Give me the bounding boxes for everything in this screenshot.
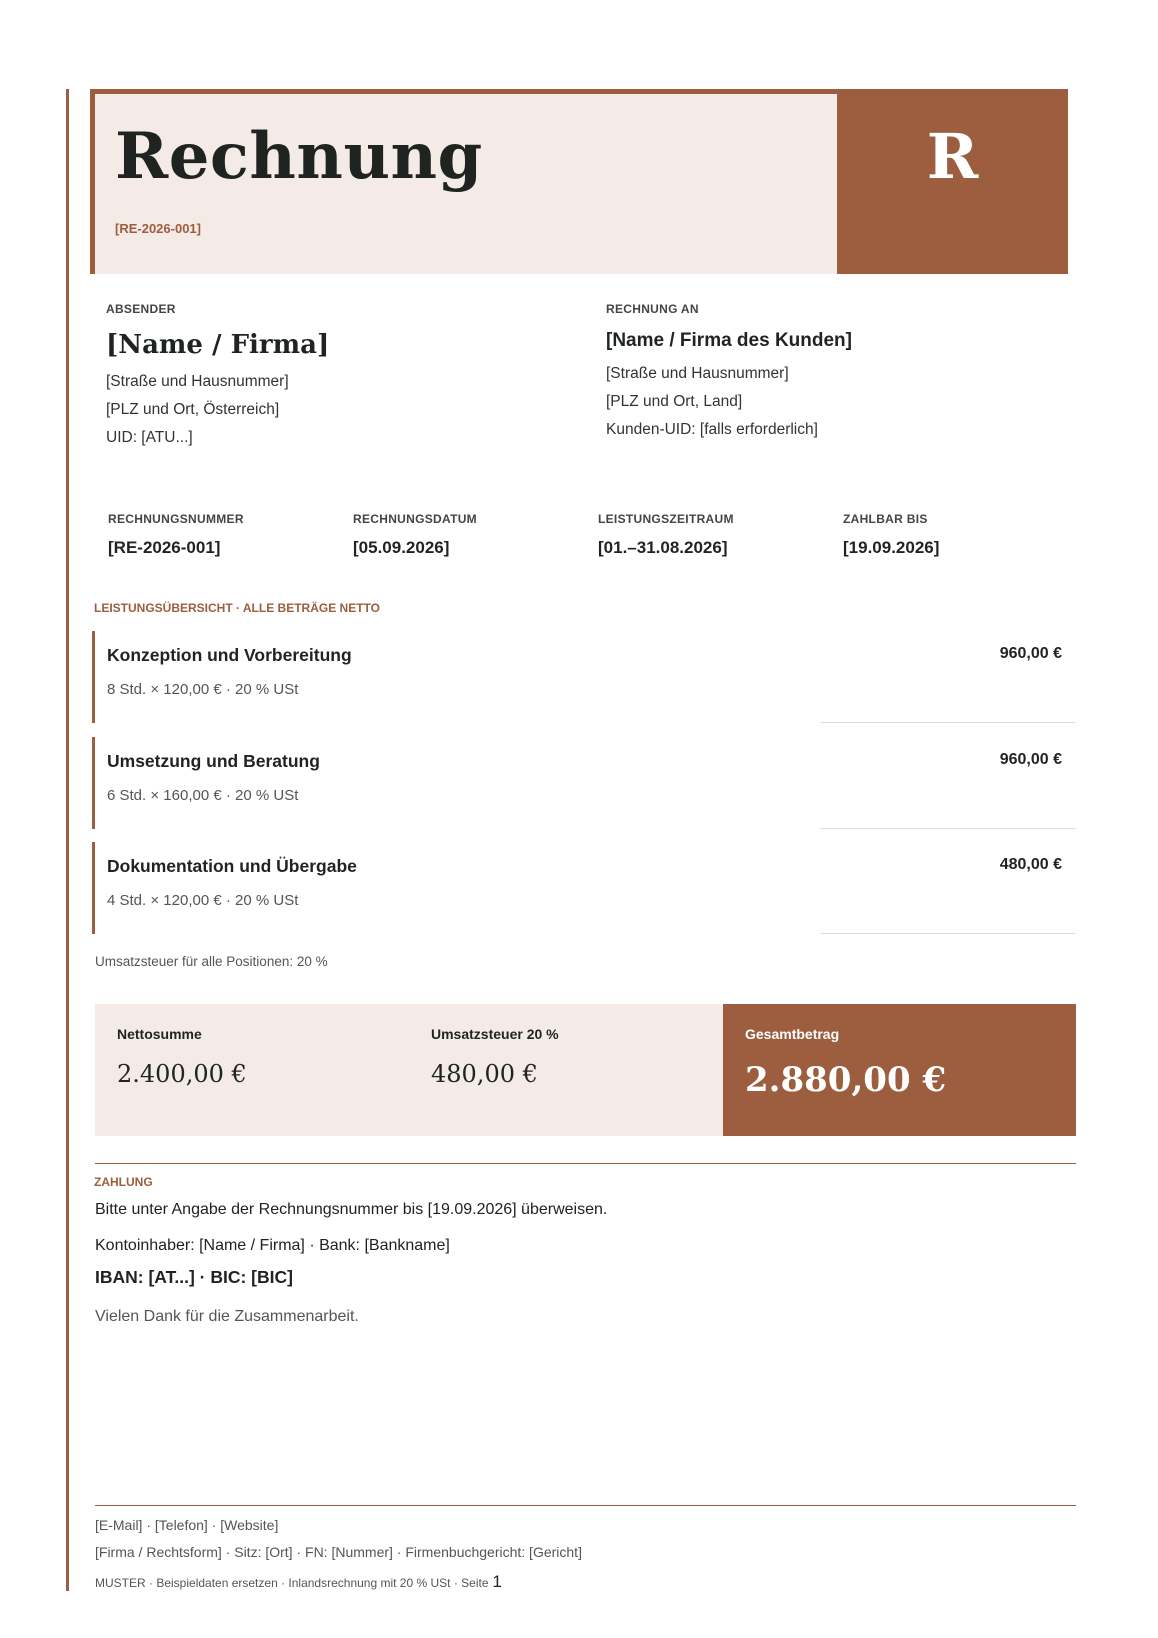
meta-due-date	[843, 512, 939, 558]
meta-value: [05.09.2026]	[353, 538, 450, 557]
line-item	[92, 737, 1076, 829]
meta-service-period	[598, 512, 734, 558]
line-item-divider	[820, 828, 1076, 829]
footer-contact: [E-Mail] · [Telefon] · [Website]	[95, 1517, 279, 1533]
line-item-amount: 960,00 €	[999, 645, 1062, 662]
sender-city: [PLZ und Ort, Österreich]	[106, 401, 280, 418]
footer-note: MUSTER · Beispieldaten ersetzen · Inlandsrechnung mit 20 % USt · Seite	[95, 1576, 489, 1590]
grand-total	[723, 1004, 1076, 1136]
recipient-label: RECHNUNG AN	[606, 302, 699, 316]
line-item-accent-bar	[92, 737, 95, 829]
line-item-detail: 4 Std. × 120,00 € · 20 % USt	[107, 892, 299, 909]
payment-section-title: ZAHLUNG	[94, 1175, 153, 1189]
invoice-meta	[108, 512, 1048, 572]
grand-total-value: 2.880,00 €	[745, 1060, 947, 1100]
line-item	[92, 631, 1076, 723]
line-item-amount: 480,00 €	[999, 856, 1062, 873]
recipient-block	[606, 302, 852, 444]
meta-label: RECHNUNGSNUMMER	[108, 512, 244, 526]
grand-total-label: Gesamtbetrag	[745, 1026, 840, 1042]
net-total-value: 2.400,00 €	[117, 1060, 247, 1088]
recipient-street: [Straße und Hausnummer]	[606, 365, 789, 382]
monogram-logo: R	[926, 120, 979, 193]
meta-value: [19.09.2026]	[843, 538, 940, 557]
thanks-note: Vielen Dank für die Zusammenarbeit.	[95, 1308, 359, 1325]
meta-invoice-number	[108, 512, 244, 558]
line-item-accent-bar	[92, 842, 95, 934]
footer-note-line	[95, 1572, 502, 1592]
totals-subtotals	[95, 1004, 723, 1136]
line-item-name: Konzeption und Vorbereitung	[107, 645, 352, 665]
payment-instruction: Bitte unter Angabe der Rechnungsnummer bis [19.09.2026] überweisen.	[95, 1201, 608, 1218]
meta-value: [01.–31.08.2026]	[598, 538, 728, 557]
line-item-accent-bar	[92, 631, 95, 723]
vat-total-value: 480,00 €	[431, 1060, 538, 1088]
net-total	[117, 1026, 247, 1088]
sender-block	[106, 302, 329, 452]
items-section-title: LEISTUNGSÜBERSICHT · ALLE BETRÄGE NETTO	[94, 601, 381, 615]
page-number: 1	[492, 1572, 502, 1591]
payment-account: Kontoinhaber: [Name / Firma] · Bank: [Bankname]	[95, 1237, 450, 1254]
line-item-divider	[820, 722, 1076, 723]
header-invoice-id: [RE-2026-001]	[115, 221, 201, 236]
footer-company: [Firma / Rechtsform] · Sitz: [Ort] · FN: [Nummer] · Firmenbuchgericht: [Gericht]	[95, 1544, 582, 1560]
vat-total	[431, 1026, 559, 1088]
sender-label: ABSENDER	[106, 302, 176, 316]
meta-value: [RE-2026-001]	[108, 538, 221, 557]
meta-label: LEISTUNGSZEITRAUM	[598, 512, 734, 526]
line-item-detail: 8 Std. × 120,00 € · 20 % USt	[107, 681, 299, 698]
recipient-uid: Kunden-UID: [falls erforderlich]	[606, 421, 818, 438]
vat-total-label: Umsatzsteuer 20 %	[431, 1026, 559, 1042]
vat-note: Umsatzsteuer für alle Positionen: 20 %	[95, 954, 328, 969]
meta-invoice-date	[353, 512, 477, 558]
invoice-header	[90, 89, 1068, 274]
line-item-divider	[820, 933, 1076, 934]
header-monogram-panel	[837, 94, 1068, 274]
header-title-panel	[90, 94, 837, 274]
recipient-city: [PLZ und Ort, Land]	[606, 393, 743, 410]
line-item-name: Umsetzung und Beratung	[107, 751, 320, 771]
payment-iban-bic: IBAN: [AT...] · BIC: [BIC]	[95, 1267, 293, 1287]
page-left-rule	[66, 89, 69, 1591]
sender-name: [Name / Firma]	[106, 330, 330, 360]
line-item-name: Dokumentation und Übergabe	[107, 856, 357, 876]
meta-label: RECHNUNGSDATUM	[353, 512, 477, 526]
line-item	[92, 842, 1076, 934]
sender-street: [Straße und Hausnummer]	[106, 373, 289, 390]
line-item-detail: 6 Std. × 160,00 € · 20 % USt	[107, 787, 299, 804]
totals-panel	[95, 1004, 1076, 1136]
recipient-name: [Name / Firma des Kunden]	[606, 330, 852, 351]
payment-divider	[95, 1163, 1076, 1164]
sender-uid: UID: [ATU...]	[106, 429, 193, 446]
net-total-label: Nettosumme	[117, 1026, 202, 1042]
footer-divider	[95, 1505, 1076, 1506]
line-item-amount: 960,00 €	[999, 751, 1062, 768]
page-title: Rechnung	[115, 119, 483, 194]
meta-label: ZAHLBAR BIS	[843, 512, 928, 526]
